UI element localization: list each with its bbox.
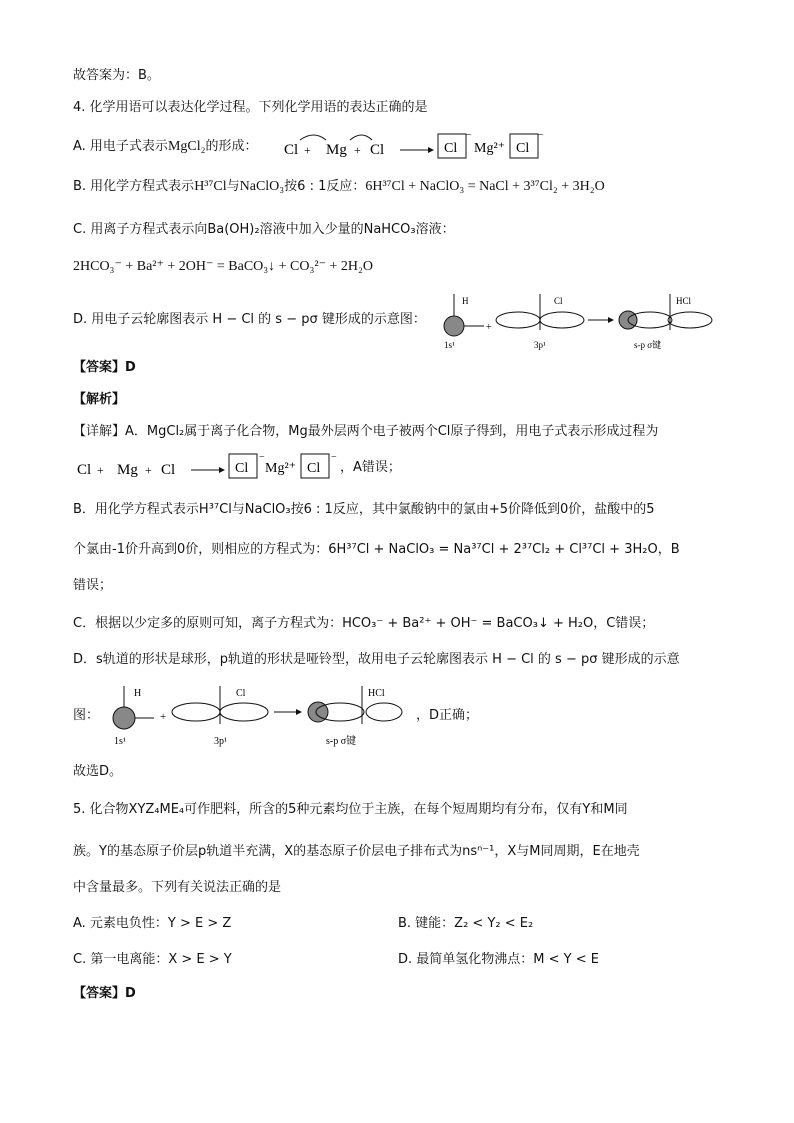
q4-stem: 4. 化学用语可以表达化学过程。下列化学用语的表达正确的是: [73, 100, 428, 115]
q5-answer: 【答案】D: [73, 986, 136, 1001]
analysis-label: 【解析】: [73, 392, 126, 407]
svg-text:Cl: Cl: [235, 461, 249, 476]
svg-text:3p¹: 3p¹: [214, 736, 227, 747]
svg-text:Cl: Cl: [236, 688, 246, 699]
e-plus-2: +: [354, 143, 361, 157]
q4-option-d: D. 用电子云轮廓图表示 H − Cl 的 s − pσ 键形成的示意图：: [73, 312, 426, 327]
q4-a-mid: 的形成：: [205, 139, 258, 154]
label-sp: s-p σ键: [634, 340, 662, 350]
svg-text:Cl: Cl: [307, 461, 321, 476]
q4-b-h37cl: H³⁷Cl: [194, 179, 227, 194]
q4-b-pre: B. 用化学方程式表示: [73, 179, 195, 194]
q5-option-b: B. 键能：Z₂ < Y₂ < E₂: [398, 916, 534, 931]
svg-text:1s¹: 1s¹: [114, 736, 126, 747]
e-plus-1: +: [304, 143, 311, 157]
electron-dot-diagram-a: [278, 128, 548, 166]
q4-a-mgcl2: MgCl₂: [167, 139, 206, 154]
svg-text:+: +: [145, 463, 152, 477]
q4-option-c: C. 用离子方程式表示向Ba(OH)₂溶液中加入少量的NaHCO₃溶液：: [73, 222, 455, 237]
detail-a-end: ，A错误；: [340, 460, 401, 475]
q4-c-equation: 2HCO₃⁻ + Ba²⁺ + 2OH⁻ = BaCO₃↓ + CO₃²⁻ + 2H₂O: [73, 259, 373, 274]
detail-d-pre: 图：: [73, 708, 100, 723]
arrow-head: [428, 147, 434, 153]
e-minus-2: −: [538, 130, 544, 141]
e-mg: Mg: [326, 142, 347, 158]
svg-text:H: H: [134, 688, 142, 699]
e-cl-ion-1: Cl: [444, 141, 458, 156]
q5-stem-3: 中含量最多。下列有关说法正确的是: [73, 880, 282, 895]
e-minus-1: −: [466, 130, 472, 141]
q4-option-a: [73, 138, 258, 156]
curved-arrow-2: [350, 135, 372, 140]
q4-b-naclo3: NaClO₃: [239, 179, 285, 194]
q4-option-b: [73, 178, 605, 196]
label-1s: 1s¹: [444, 340, 455, 350]
electron-dot-diagram-detail: [73, 450, 343, 486]
svg-text:−: −: [259, 452, 265, 463]
p-lobe-right: [540, 312, 584, 328]
q5-stem-1: 5. 化合物XYZ₄ME₄可作肥料，所含的5种元素均位于主族，在每个短周期均有分布，仅有Y和M同: [73, 802, 628, 817]
label-3p: 3p¹: [534, 340, 546, 350]
choose-d: 故选D。: [73, 764, 123, 779]
detail-b-1: B．用化学方程式表示H³⁷Cl与NaClO₃按6 : 1反应，其中氯酸钠中的氯由+5价降低到0价，盐酸中的5: [73, 502, 655, 517]
detail-d-end: ，D正确；: [416, 708, 479, 723]
e-cl-ion-2: Cl: [516, 141, 530, 156]
label-cl: Cl: [554, 296, 563, 306]
detail-b-3: 错误；: [73, 578, 113, 593]
q4-b-ratio: 按6 : 1反应：: [284, 179, 366, 194]
label-hcl: HCl: [676, 296, 692, 306]
p-lobe-left: [496, 312, 540, 328]
plus-sign: +: [486, 322, 492, 333]
s-orbital: [444, 316, 464, 336]
curved-arrow-1: [300, 135, 326, 140]
q4-answer: 【答案】D: [73, 360, 136, 375]
svg-text:Mg: Mg: [117, 462, 138, 478]
svg-text:Cl: Cl: [77, 462, 92, 478]
q5-option-c: C. 第一电离能：X > E > Y: [73, 952, 232, 967]
svg-text:Mg²⁺: Mg²⁺: [265, 461, 297, 476]
label-h: H: [462, 296, 469, 306]
svg-text:+: +: [160, 711, 167, 723]
e-cl-1: Cl: [284, 142, 299, 158]
svg-text:s-p σ键: s-p σ键: [326, 736, 357, 747]
e-cl-2: Cl: [370, 142, 385, 158]
prev-answer: 故答案为：B。: [73, 68, 160, 83]
svg-text:+: +: [97, 463, 104, 477]
detail-d: D．s轨道的形状是球形，p轨道的形状是哑铃型，故用电子云轮廓图表示 H − Cl 的 s − pσ 键形成的示意: [73, 652, 680, 667]
q5-option-d: D. 最简单氢化物沸点：M < Y < E: [398, 952, 599, 967]
svg-text:−: −: [331, 452, 337, 463]
orbital-diagram-q4: [438, 290, 718, 352]
orbital-diagram-detail: [104, 682, 404, 748]
q4-b-mid: 与: [226, 179, 240, 194]
q5-stem-2: 族。Y的基态原子价层p轨道半充满，X的基态原子价层电子排布式为nsⁿ⁻¹，X与M同周期，E在地壳: [73, 844, 640, 859]
q4-b-equation: 6H³⁷Cl + NaClO₃ = NaCl + 3³⁷Cl₂ + 3H₂O: [365, 179, 605, 194]
svg-text:Cl: Cl: [161, 462, 176, 478]
detail-a: 【详解】A．MgCl₂属于离子化合物，Mg最外层两个电子被两个Cl原子得到，用电子式表示形成过程为: [73, 424, 659, 439]
detail-c: C．根据以少定多的原则可知，离子方程式为：HCO₃⁻ + Ba²⁺ + OH⁻ = BaCO₃↓ + H₂O，C错误；: [73, 616, 655, 631]
svg-text:HCl: HCl: [368, 688, 385, 699]
e-mg-ion: Mg²⁺: [474, 141, 506, 156]
q4-a-label: A. 用电子式表示: [73, 139, 168, 154]
q5-option-a: A. 元素电负性：Y > E > Z: [73, 916, 232, 931]
detail-b-2: 个氯由-1价升高到0价，则相应的方程式为：6H³⁷Cl + NaClO₃ = Na³⁷Cl + 2³⁷Cl₂ + Cl³⁷Cl + 3H₂O，B: [73, 542, 680, 557]
